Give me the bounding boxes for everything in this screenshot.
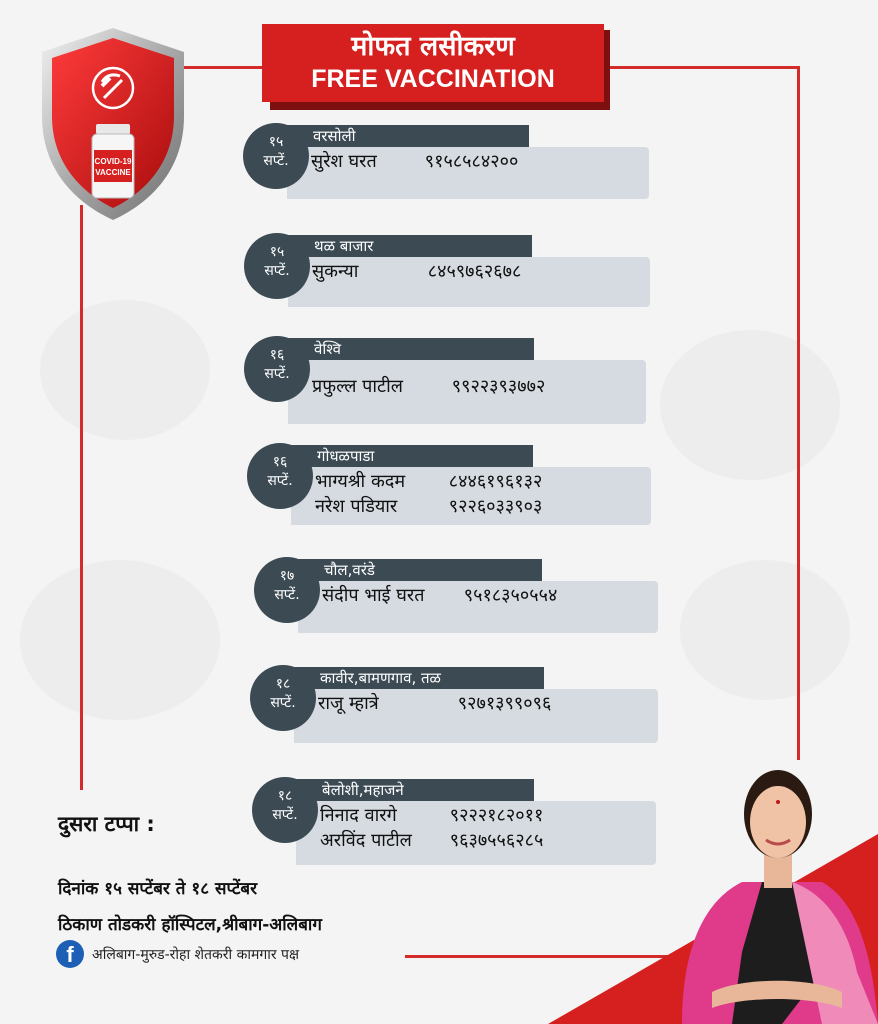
contact-name: भाग्यश्री कदम bbox=[315, 471, 406, 492]
background-mark bbox=[680, 560, 850, 700]
date-day: १५ bbox=[268, 134, 284, 150]
date-circle bbox=[244, 233, 310, 299]
date-month: सप्टें. bbox=[264, 263, 290, 279]
contact-row bbox=[311, 149, 649, 174]
contact-row bbox=[318, 691, 658, 716]
background-mark bbox=[20, 560, 220, 720]
frame-line-left bbox=[80, 205, 83, 790]
vaccine-label: COVID-19 bbox=[94, 157, 132, 166]
facebook-icon: f bbox=[56, 940, 84, 968]
contact-box bbox=[298, 581, 658, 633]
location-label: थळ बाजार bbox=[280, 235, 532, 257]
contact-phone: ९९२२३९३७७२ bbox=[451, 376, 546, 397]
contact-name: राजू म्हात्रे bbox=[318, 693, 379, 714]
location-label: कावीर,बामणगाव, तळ bbox=[286, 667, 544, 689]
facebook-page-name: अलिबाग-मुरुड-रोहा शेतकरी कामगार पक्ष bbox=[92, 946, 299, 963]
contact-name: सुकन्या bbox=[312, 261, 359, 282]
contact-name: सुरेश घरत bbox=[311, 151, 377, 172]
date-month: सप्टें. bbox=[272, 807, 298, 823]
contact-phone: ९६३७५५६२८५ bbox=[449, 830, 544, 851]
date-month: सप्टें. bbox=[264, 366, 290, 382]
date-day: १८ bbox=[277, 788, 293, 804]
location-label: बेलोशी,महाजने bbox=[288, 779, 534, 801]
contact-phone: ९५१८३५०५५४ bbox=[463, 585, 558, 606]
contact-name: संदीप भाई घरत bbox=[322, 585, 425, 606]
date-day: १५ bbox=[269, 244, 285, 260]
location-label: गोधळपाडा bbox=[283, 445, 533, 467]
contact-phone: ९२२६०३३९०३ bbox=[448, 496, 543, 517]
contact-phone: ९२२२१८२०११ bbox=[449, 805, 544, 826]
location-label: वेश्वि bbox=[280, 338, 534, 360]
contact-row bbox=[315, 469, 651, 494]
title-english: FREE VACCINATION bbox=[311, 65, 555, 93]
date-circle bbox=[250, 665, 316, 731]
contact-row bbox=[320, 828, 656, 853]
contact-box bbox=[288, 257, 650, 307]
date-day: १६ bbox=[272, 454, 288, 470]
contact-name: अरविंद पाटील bbox=[320, 830, 412, 851]
date-circle bbox=[244, 336, 310, 402]
date-day: १८ bbox=[275, 676, 291, 692]
contact-row bbox=[312, 259, 650, 284]
contact-box bbox=[296, 801, 656, 865]
event-dates: दिनांक १५ सप्टेंबर ते १८ सप्टेंबर bbox=[58, 879, 258, 899]
contact-phone: ८४४६१९६१३२ bbox=[448, 471, 543, 492]
contact-box bbox=[287, 147, 649, 199]
date-month: सप्टें. bbox=[270, 695, 296, 711]
date-circle bbox=[252, 777, 318, 843]
date-month: सप्टें. bbox=[267, 473, 293, 489]
date-month: सप्टें. bbox=[274, 587, 300, 603]
vaccine-shield-logo bbox=[38, 24, 188, 224]
contact-name: नरेश पडियार bbox=[315, 496, 398, 517]
contact-name: निनाद वारगे bbox=[320, 805, 397, 826]
background-mark bbox=[660, 330, 840, 480]
event-location: ठिकाण तोडकरी हॉस्पिटल,श्रीबाग-अलिबाग bbox=[58, 915, 322, 935]
contact-name: प्रफुल्ल पाटील bbox=[312, 376, 403, 397]
contact-phone: ८४५९७६२६७८ bbox=[427, 261, 522, 282]
frame-line-right bbox=[797, 66, 800, 760]
contact-box bbox=[288, 360, 646, 424]
location-label: चौल,वरंडे bbox=[290, 559, 542, 581]
contact-box bbox=[291, 467, 651, 525]
title-banner bbox=[262, 24, 604, 102]
date-circle bbox=[254, 557, 320, 623]
date-circle bbox=[247, 443, 313, 509]
contact-row bbox=[320, 803, 656, 828]
date-day: १७ bbox=[279, 568, 295, 584]
woman-portrait-photo bbox=[672, 752, 878, 1024]
background-mark bbox=[40, 300, 210, 440]
contact-phone: ९२७१३९९०९६ bbox=[457, 693, 552, 714]
contact-row bbox=[322, 583, 658, 608]
location-label: वरसोली bbox=[279, 125, 529, 147]
date-month: सप्टें. bbox=[263, 153, 289, 169]
contact-phone: ९१५८५८४२०० bbox=[424, 151, 519, 172]
date-circle bbox=[243, 123, 309, 189]
title-marathi: मोफत लसीकरण bbox=[351, 31, 515, 62]
contact-box bbox=[294, 689, 658, 743]
date-day: १६ bbox=[269, 347, 285, 363]
second-phase-heading: दुसरा टप्पा : bbox=[58, 812, 155, 836]
facebook-page-link[interactable] bbox=[56, 940, 299, 968]
contact-row bbox=[315, 494, 651, 519]
vaccine-label-2: VACCINE bbox=[95, 168, 131, 177]
contact-row bbox=[312, 374, 646, 399]
